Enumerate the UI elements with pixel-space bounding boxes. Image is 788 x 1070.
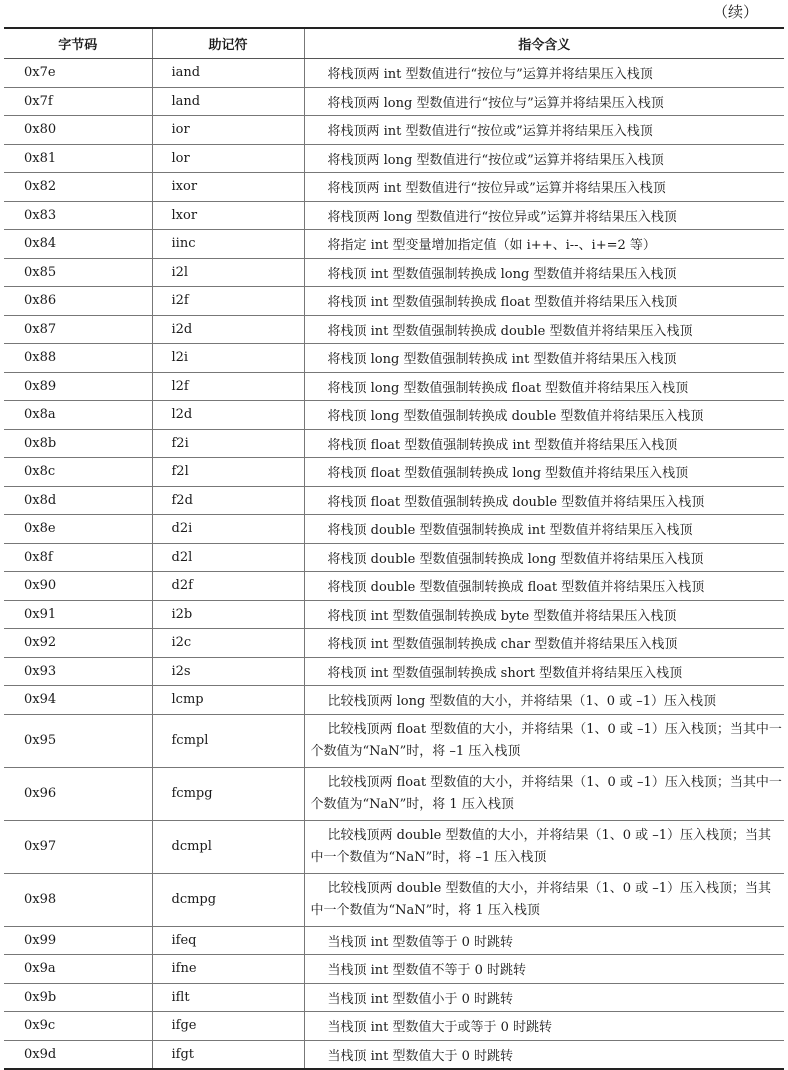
bytecode-cell: 0x9a — [4, 955, 152, 984]
bytecode-cell: 0x95 — [4, 714, 152, 767]
description-cell — [304, 1040, 784, 1069]
description-cell — [304, 173, 784, 202]
description-cell — [304, 543, 784, 572]
bytecode-cell: 0x82 — [4, 173, 152, 202]
mnemonic-cell: f2d — [152, 486, 304, 515]
mnemonic-cell: land — [152, 87, 304, 116]
description-cell — [304, 686, 784, 715]
description-text: 当栈顶 int 型数值等于 0 时跳转 — [327, 934, 514, 950]
description-text: 比较栈顶两 double 型数值的大小，并将结果（1、0 或 –1）压入栈顶；当其中一个数值为“NaN”时，将 –1 压入栈顶 — [310, 827, 772, 865]
description-text: 将栈顶 double 型数值强制转换成 int 型数值并将结果压入栈顶 — [327, 523, 693, 539]
description-cell — [304, 873, 784, 926]
continued-label: （续） — [712, 3, 758, 21]
bytecode-cell: 0x84 — [4, 230, 152, 259]
table-row — [4, 543, 784, 572]
bytecode-cell: 0x85 — [4, 258, 152, 287]
bytecode-cell: 0x90 — [4, 572, 152, 601]
mnemonic-cell: ifge — [152, 1012, 304, 1041]
table-row — [4, 686, 784, 715]
description-text: 将栈顶 int 型数值强制转换成 byte 型数值并将结果压入栈顶 — [327, 608, 677, 624]
table-row — [4, 955, 784, 984]
table-row — [4, 372, 784, 401]
mnemonic-cell: iflt — [152, 983, 304, 1012]
description-cell — [304, 401, 784, 430]
description-cell — [304, 258, 784, 287]
description-text: 将栈顶 double 型数值强制转换成 float 型数值并将结果压入栈顶 — [327, 580, 705, 596]
description-text: 将栈顶 int 型数值强制转换成 short 型数值并将结果压入栈顶 — [327, 665, 683, 681]
table-row — [4, 983, 784, 1012]
description-text: 将栈顶两 int 型数值进行“按位或”运算并将结果压入栈顶 — [327, 124, 653, 140]
bytecode-cell: 0x91 — [4, 600, 152, 629]
header-meaning: 指令含义 — [304, 28, 784, 59]
table-row — [4, 173, 784, 202]
description-cell — [304, 287, 784, 316]
bytecode-cell: 0x8a — [4, 401, 152, 430]
bytecode-cell: 0x93 — [4, 657, 152, 686]
mnemonic-cell: ior — [152, 116, 304, 145]
table-row — [4, 116, 784, 145]
table-row — [4, 1040, 784, 1069]
mnemonic-cell: i2d — [152, 315, 304, 344]
description-cell — [304, 315, 784, 344]
description-text: 当栈顶 int 型数值不等于 0 时跳转 — [327, 963, 527, 979]
description-cell — [304, 230, 784, 259]
bytecode-cell: 0x7f — [4, 87, 152, 116]
table-row — [4, 201, 784, 230]
description-cell — [304, 572, 784, 601]
description-text: 将栈顶 int 型数值强制转换成 long 型数值并将结果压入栈顶 — [327, 266, 677, 282]
mnemonic-cell: fcmpg — [152, 767, 304, 820]
description-text: 将栈顶两 long 型数值进行“按位异或”运算并将结果压入栈顶 — [327, 209, 677, 225]
description-text: 比较栈顶两 long 型数值的大小，并将结果（1、0 或 –1）压入栈顶 — [327, 694, 717, 710]
description-text: 将栈顶两 int 型数值进行“按位与”运算并将结果压入栈顶 — [327, 67, 653, 83]
bytecode-cell: 0x88 — [4, 344, 152, 373]
table-row — [4, 926, 784, 955]
description-cell — [304, 116, 784, 145]
mnemonic-cell: dcmpg — [152, 873, 304, 926]
bytecode-cell: 0x96 — [4, 767, 152, 820]
table-row — [4, 429, 784, 458]
bytecode-cell: 0x86 — [4, 287, 152, 316]
description-text: 将栈顶 double 型数值强制转换成 long 型数值并将结果压入栈顶 — [327, 551, 704, 567]
description-text: 将栈顶 long 型数值强制转换成 int 型数值并将结果压入栈顶 — [327, 352, 677, 368]
table-row — [4, 230, 784, 259]
description-text: 将栈顶 long 型数值强制转换成 float 型数值并将结果压入栈顶 — [327, 380, 689, 396]
table-row — [4, 600, 784, 629]
bytecode-cell: 0x97 — [4, 820, 152, 873]
description-text: 将栈顶两 long 型数值进行“按位或”运算并将结果压入栈顶 — [327, 152, 664, 168]
mnemonic-cell: f2i — [152, 429, 304, 458]
mnemonic-cell: i2l — [152, 258, 304, 287]
description-text: 比较栈顶两 float 型数值的大小，并将结果（1、0 或 –1）压入栈顶；当其中一个数值为“NaN”时，将 –1 压入栈顶 — [310, 721, 782, 759]
description-text: 将栈顶 long 型数值强制转换成 double 型数值并将结果压入栈顶 — [327, 409, 704, 425]
description-text: 将栈顶 float 型数值强制转换成 long 型数值并将结果压入栈顶 — [327, 466, 689, 482]
table-row — [4, 486, 784, 515]
mnemonic-cell: i2b — [152, 600, 304, 629]
mnemonic-cell: l2d — [152, 401, 304, 430]
bytecode-cell: 0x8f — [4, 543, 152, 572]
bytecode-cell: 0x89 — [4, 372, 152, 401]
mnemonic-cell: ifne — [152, 955, 304, 984]
description-cell — [304, 629, 784, 658]
bytecode-cell: 0x8b — [4, 429, 152, 458]
bytecode-cell: 0x8e — [4, 515, 152, 544]
bytecode-cell: 0x99 — [4, 926, 152, 955]
table-row — [4, 401, 784, 430]
mnemonic-cell: l2f — [152, 372, 304, 401]
bytecode-cell: 0x98 — [4, 873, 152, 926]
opcode-table — [4, 27, 784, 1070]
description-text: 当栈顶 int 型数值大于或等于 0 时跳转 — [327, 1020, 553, 1036]
bytecode-cell: 0x87 — [4, 315, 152, 344]
description-cell — [304, 600, 784, 629]
table-row — [4, 1012, 784, 1041]
bytecode-cell: 0x9d — [4, 1040, 152, 1069]
description-text: 将栈顶两 int 型数值进行“按位异或”运算并将结果压入栈顶 — [327, 181, 666, 197]
description-cell — [304, 429, 784, 458]
mnemonic-cell: d2f — [152, 572, 304, 601]
mnemonic-cell: i2f — [152, 287, 304, 316]
mnemonic-cell: lxor — [152, 201, 304, 230]
table-row — [4, 873, 784, 926]
table-row — [4, 629, 784, 658]
description-text: 将栈顶 int 型数值强制转换成 float 型数值并将结果压入栈顶 — [327, 295, 678, 311]
table-row — [4, 820, 784, 873]
mnemonic-cell: i2c — [152, 629, 304, 658]
table-row — [4, 59, 784, 88]
mnemonic-cell: d2i — [152, 515, 304, 544]
table-row — [4, 572, 784, 601]
mnemonic-cell: iinc — [152, 230, 304, 259]
bytecode-cell: 0x80 — [4, 116, 152, 145]
description-text: 将栈顶两 long 型数值进行“按位与”运算并将结果压入栈顶 — [327, 95, 664, 111]
table-row — [4, 258, 784, 287]
header-bytecode: 字节码 — [4, 28, 152, 59]
description-cell — [304, 926, 784, 955]
description-cell — [304, 767, 784, 820]
description-text: 将栈顶 int 型数值强制转换成 double 型数值并将结果压入栈顶 — [327, 323, 693, 339]
description-text: 当栈顶 int 型数值小于 0 时跳转 — [327, 991, 514, 1007]
table-row — [4, 657, 784, 686]
description-text: 将栈顶 float 型数值强制转换成 double 型数值并将结果压入栈顶 — [327, 494, 705, 510]
description-cell — [304, 486, 784, 515]
table-row — [4, 767, 784, 820]
mnemonic-cell: ixor — [152, 173, 304, 202]
description-cell — [304, 1012, 784, 1041]
table-row — [4, 315, 784, 344]
table-row — [4, 87, 784, 116]
description-cell — [304, 59, 784, 88]
bytecode-cell: 0x83 — [4, 201, 152, 230]
table-row — [4, 344, 784, 373]
bytecode-cell: 0x9b — [4, 983, 152, 1012]
description-cell — [304, 657, 784, 686]
table-row — [4, 515, 784, 544]
bytecode-cell: 0x9c — [4, 1012, 152, 1041]
description-text: 将栈顶 float 型数值强制转换成 int 型数值并将结果压入栈顶 — [327, 437, 678, 453]
bytecode-cell: 0x94 — [4, 686, 152, 715]
bytecode-cell: 0x81 — [4, 144, 152, 173]
bytecode-cell: 0x92 — [4, 629, 152, 658]
mnemonic-cell: iand — [152, 59, 304, 88]
description-cell — [304, 458, 784, 487]
description-text: 将栈顶 int 型数值强制转换成 char 型数值并将结果压入栈顶 — [327, 637, 678, 653]
table-header-row — [4, 28, 784, 59]
mnemonic-cell: f2l — [152, 458, 304, 487]
description-cell — [304, 820, 784, 873]
mnemonic-cell: l2i — [152, 344, 304, 373]
description-text: 比较栈顶两 float 型数值的大小，并将结果（1、0 或 –1）压入栈顶；当其中一个数值为“NaN”时，将 1 压入栈顶 — [310, 774, 782, 812]
description-cell — [304, 344, 784, 373]
mnemonic-cell: lcmp — [152, 686, 304, 715]
header-mnemonic: 助记符 — [152, 28, 304, 59]
bytecode-cell: 0x8c — [4, 458, 152, 487]
mnemonic-cell: ifeq — [152, 926, 304, 955]
bytecode-cell: 0x8d — [4, 486, 152, 515]
mnemonic-cell: ifgt — [152, 1040, 304, 1069]
mnemonic-cell: lor — [152, 144, 304, 173]
description-text: 比较栈顶两 double 型数值的大小，并将结果（1、0 或 –1）压入栈顶；当其中一个数值为“NaN”时，将 1 压入栈顶 — [310, 880, 772, 918]
description-cell — [304, 983, 784, 1012]
description-cell — [304, 714, 784, 767]
description-cell — [304, 372, 784, 401]
bytecode-cell: 0x7e — [4, 59, 152, 88]
description-cell — [304, 955, 784, 984]
table-row — [4, 714, 784, 767]
description-cell — [304, 87, 784, 116]
table-row — [4, 458, 784, 487]
description-text: 将指定 int 型变量增加指定值（如 i++、i--、i+=2 等） — [327, 238, 656, 254]
table-row — [4, 144, 784, 173]
description-cell — [304, 144, 784, 173]
table-row — [4, 287, 784, 316]
description-cell — [304, 201, 784, 230]
mnemonic-cell: fcmpl — [152, 714, 304, 767]
description-text: 当栈顶 int 型数值大于 0 时跳转 — [327, 1048, 514, 1064]
mnemonic-cell: i2s — [152, 657, 304, 686]
description-cell — [304, 515, 784, 544]
mnemonic-cell: dcmpl — [152, 820, 304, 873]
mnemonic-cell: d2l — [152, 543, 304, 572]
